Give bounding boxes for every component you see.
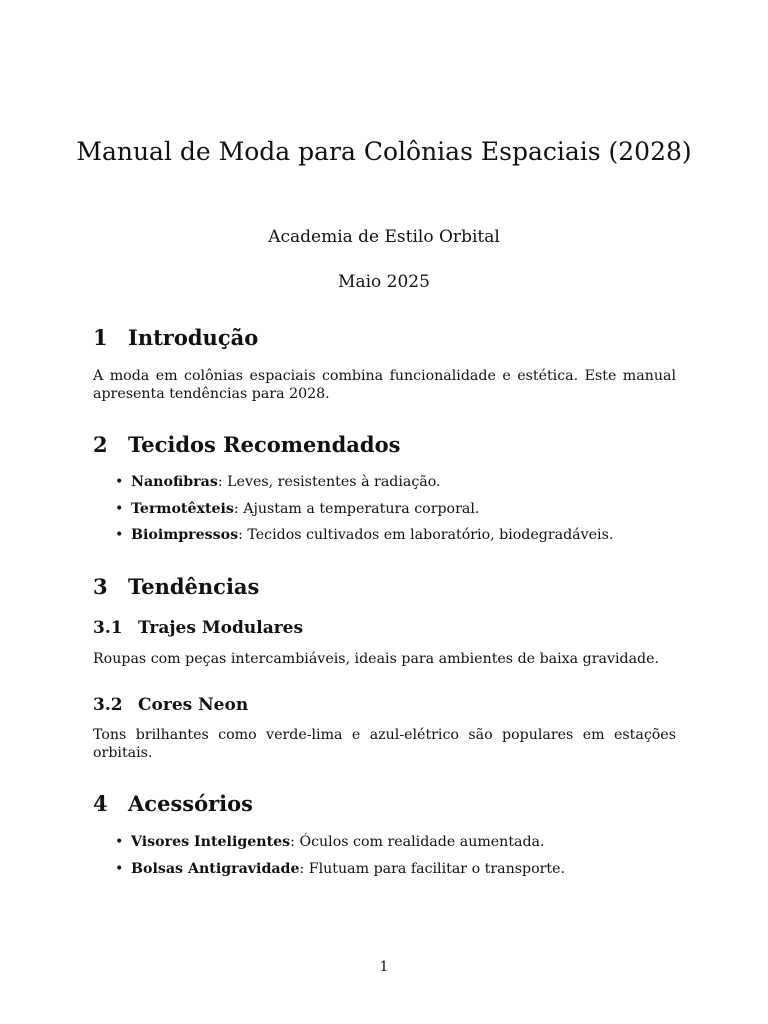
section-heading-acessorios [93,791,253,817]
list-item-desc: : Flutuam para facilitar o transporte. [299,860,566,877]
section-heading-tendencias [93,574,259,600]
section-heading-tecidos [93,432,400,458]
list-item-term: Bioimpressos [131,527,239,543]
trajes-paragraph: Roupas com peças intercambiáveis, ideais para ambientes de baixa gravidade. [93,651,660,667]
list-item [115,473,685,500]
accessories-list [115,833,685,886]
subsection-number: 3.1 [93,618,123,638]
list-item-term: Visores Inteligentes [131,834,291,850]
bullet-glyph: • [115,500,124,517]
subsection-heading-cores [93,694,248,716]
subsection-number: 3.2 [93,695,123,715]
section-heading-introducao [93,325,258,351]
page-number: 1 [379,959,389,975]
intro-paragraph: A moda em colônias espaciais combina funcionalidade e estética. Este manual apresenta tendências para 2028. [93,368,676,402]
list-item-term: Nanofibras [131,474,218,490]
list-item [115,500,685,527]
section-title: Introdução [128,325,259,350]
fabrics-list [115,473,685,553]
list-item-desc: : Leves, resistentes à radiação. [217,474,441,490]
list-item [115,833,685,860]
list-item-term: Bolsas Antigravidade [131,860,300,877]
section-number: 2 [93,432,108,457]
list-item [115,526,685,553]
list-item-desc: : Óculos com realidade aumentada. [290,834,545,850]
list-item-term: Termotêxteis [131,500,234,517]
document-author: Academia de Estilo Orbital [268,227,500,247]
list-item-desc: : Ajustam a temperatura corporal. [233,500,480,517]
bullet-glyph: • [115,860,124,877]
document-title: Manual de Moda para Colônias Espaciais (2028) [76,137,692,166]
bullet-glyph: • [115,474,124,490]
section-title: Acessórios [128,791,253,816]
section-number: 3 [93,574,108,599]
section-number: 1 [93,325,108,350]
list-item-desc: : Tecidos cultivados em laboratório, biodegradáveis. [238,527,614,543]
section-title: Tecidos Recomendados [128,432,401,457]
section-title: Tendências [128,574,260,599]
subsection-heading-trajes [93,617,303,639]
list-item [115,860,685,887]
section-number: 4 [93,791,108,816]
document-date: Maio 2025 [338,272,430,292]
bullet-glyph: • [115,527,124,543]
bullet-glyph: • [115,834,124,850]
subsection-title: Trajes Modulares [138,618,304,638]
cores-paragraph: Tons brilhantes como verde-lima e azul-elétrico são populares em estações orbitais. [93,727,676,761]
subsection-title: Cores Neon [138,695,249,715]
